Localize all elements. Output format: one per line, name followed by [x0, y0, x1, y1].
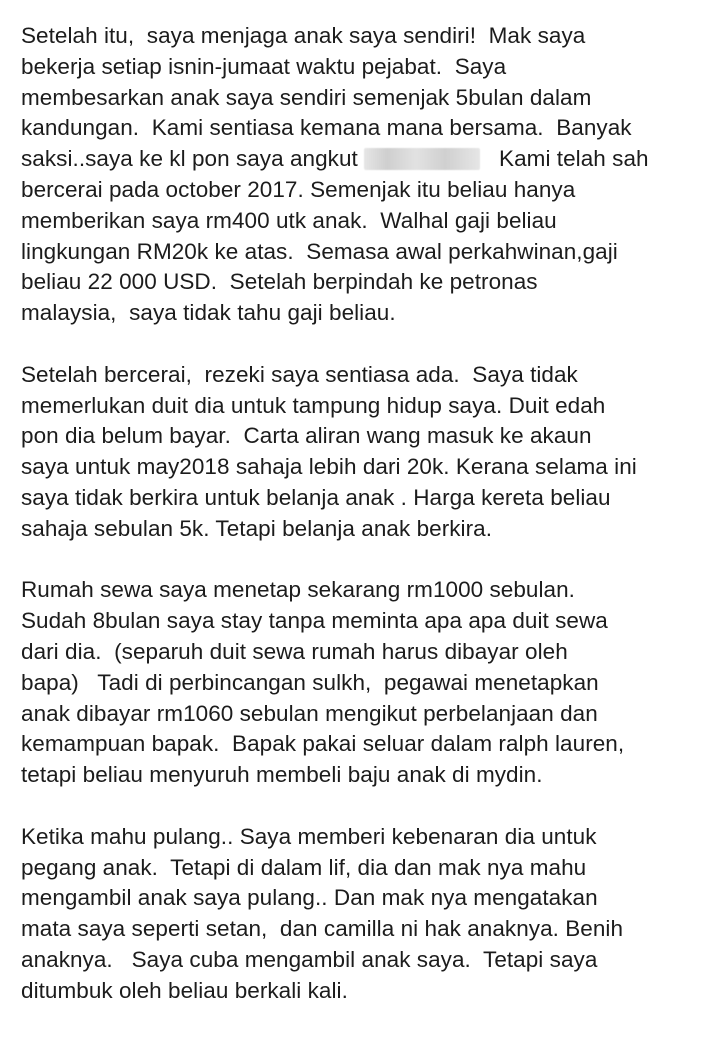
text-line: dari dia. (separuh duit sewa rumah harus dibayar oleh	[21, 638, 568, 664]
text-line: pegang anak. Tetapi di dalam lif, dia dan mak nya mahu	[21, 854, 587, 880]
text-line: mengambil anak saya pulang.. Dan mak nya mengatakan	[21, 885, 598, 911]
text-segment: saksi..saya ke kl pon saya angkut	[21, 146, 365, 172]
paragraph-1	[21, 21, 701, 329]
paragraph-4	[21, 822, 701, 1007]
post-body	[21, 21, 701, 1037]
text-line: memerlukan duit dia untuk tampung hidup saya. Duit edah	[21, 392, 606, 418]
text-line: ditumbuk oleh beliau berkali kali.	[21, 977, 348, 1003]
text-line: pon dia belum bayar. Carta aliran wang masuk ke akaun	[21, 423, 592, 449]
text-line: bekerja setiap isnin-jumaat waktu pejabat. Saya	[21, 53, 507, 79]
text-line: anaknya. Saya cuba mengambil anak saya. Tetapi saya	[21, 946, 598, 972]
text-line: kandungan. Kami sentiasa kemana mana bersama. Banyak	[21, 115, 632, 141]
paragraph-3	[21, 575, 701, 791]
text-line: anak dibayar rm1060 sebulan mengikut perbelanjaan dan	[21, 700, 598, 726]
text-line: membesarkan anak saya sendiri semenjak 5bulan dalam	[21, 84, 592, 110]
text-line: mata saya seperti setan, dan camilla ni hak anaknya. Benih	[21, 916, 624, 942]
text-line: sahaja sebulan 5k. Tetapi belanja anak berkira.	[21, 515, 493, 541]
text-line: lingkungan RM20k ke atas. Semasa awal perkahwinan,gaji	[21, 238, 618, 264]
text-line: memberikan saya rm400 utk anak. Walhal gaji beliau	[21, 207, 557, 233]
text-line: bapa) Tadi di perbincangan sulkh, pegawai menetapkan	[21, 669, 599, 695]
text-line: bercerai pada october 2017. Semenjak itu beliau hanya	[21, 176, 576, 202]
text-line: tetapi beliau menyuruh membeli baju anak di mydin.	[21, 762, 543, 788]
text-line: Setelah bercerai, rezeki saya sentiasa ada. Saya tidak	[21, 361, 578, 387]
text-line: beliau 22 000 USD. Setelah berpindah ke petronas	[21, 269, 538, 295]
text-segment: Kami telah sah	[480, 146, 649, 172]
text-line: saya tidak berkira untuk belanja anak . Harga kereta beliau	[21, 484, 611, 510]
redacted-name-blur	[364, 148, 480, 170]
text-line: malaysia, saya tidak tahu gaji beliau.	[21, 300, 396, 326]
text-line: Setelah itu, saya menjaga anak saya sendiri! Mak saya	[21, 23, 586, 48]
text-line-with-redaction	[21, 144, 701, 175]
text-line: Rumah sewa saya menetap sekarang rm1000 sebulan.	[21, 577, 575, 603]
text-line: saya untuk may2018 sahaja lebih dari 20k. Kerana selama ini	[21, 454, 637, 480]
text-line: Ketika mahu pulang.. Saya memberi kebenaran dia untuk	[21, 823, 597, 849]
text-line: Sudah 8bulan saya stay tanpa meminta apa apa duit sewa	[21, 608, 608, 634]
text-line: kemampuan bapak. Bapak pakai seluar dalam ralph lauren,	[21, 731, 625, 757]
paragraph-2	[21, 360, 701, 545]
